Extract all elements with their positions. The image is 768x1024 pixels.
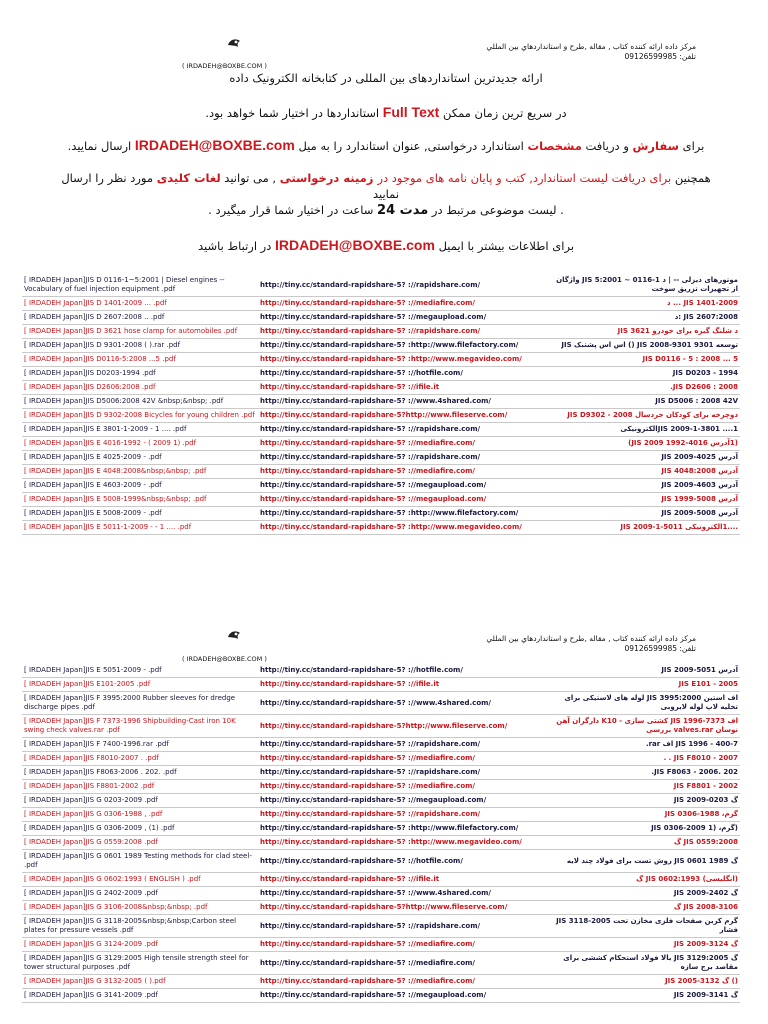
persian-title: دوچرخه برای کودکان خردسال JIS D9302 - 2008: [550, 409, 740, 423]
header-email: ( IRDADEH@BOXBE.COM ): [182, 62, 267, 70]
standard-filename: [ IRDADEH Japan]JIS G 3118-2005&nbsp;&nbsp;Carbon steel plates for pressure vessels .pdf: [22, 915, 258, 938]
standard-filename: [ IRDADEH Japan]JIS D 9302-2008 Bicycles for young children .pdf: [22, 409, 258, 423]
persian-title: آدرس JIS 4048:2008: [550, 465, 740, 479]
standard-filename: [ IRDADEH Japan]JIS F 7373-1996 Shipbuilding-Cast iron 10K swing check valves.rar .pdf: [22, 715, 258, 738]
logo-icon: [226, 36, 242, 50]
page-2: [0, 610, 768, 1024]
table-row: [22, 915, 740, 938]
download-link[interactable]: http://tiny.cc/standard-rapidshare-5? ://hotfile.com/: [258, 664, 550, 678]
download-link[interactable]: http://tiny.cc/standard-rapidshare-5? ://megaupload.com/: [258, 493, 550, 507]
table-row: [22, 808, 740, 822]
download-link[interactable]: http://tiny.cc/standard-rapidshare-5? ://mediafire.com/: [258, 952, 550, 975]
download-link[interactable]: http://tiny.cc/standard-rapidshare-5? ://hotfile.com/: [258, 850, 550, 873]
table-row: [22, 493, 740, 507]
table-row: [22, 975, 740, 989]
download-link[interactable]: http://tiny.cc/standard-rapidshare-5? ://mediafire.com/: [258, 465, 550, 479]
standard-filename: [ IRDADEH Japan]JIS G 3106-2008&nbsp;&nbsp; .pdf: [22, 901, 258, 915]
standards-table-1: [22, 274, 740, 535]
download-link[interactable]: http://tiny.cc/standard-rapidshare-5? ://rapidshare.com/: [258, 451, 550, 465]
persian-title: گرم، JIS 0306-1988: [550, 808, 740, 822]
download-link[interactable]: http://tiny.cc/standard-rapidshare-5? :http://www.megavideo.com/: [258, 521, 550, 535]
header-org: [486, 42, 696, 62]
table-row: [22, 465, 740, 479]
table-row: [22, 850, 740, 873]
persian-title: JIS F8010 - 2007 . .: [550, 752, 740, 766]
persian-title: گ JIS 0601 1989 روش تست برای فولاد چند لایه: [550, 850, 740, 873]
persian-title: JIS F8063 - 2006. 202.: [550, 766, 740, 780]
intro-line-6: برای اطلاعات بیشتر با ایمیل IRDADEH@BOXBE.com در ارتباط باشید: [197, 237, 575, 253]
download-link[interactable]: http://tiny.cc/standard-rapidshare-5? ://rapidshare.com/: [258, 915, 550, 938]
table-row: [22, 836, 740, 850]
download-link[interactable]: http://tiny.cc/standard-rapidshare-5? ://rapidshare.com/: [258, 274, 550, 297]
download-link[interactable]: http://tiny.cc/standard-rapidshare-5? :http://www.megavideo.com/: [258, 353, 550, 367]
persian-title: JIS 2009-1-3801 ....1الکترونیکی: [550, 423, 740, 437]
download-link[interactable]: http://tiny.cc/standard-rapidshare-5? ://mediafire.com/: [258, 975, 550, 989]
intro-line-3: برای سفارش و دریافت مشخصات استاندارد درخواستی, عنوان استاندارد را به میل IRDADEH@BOXBE.com ارسال نمایید.: [67, 137, 705, 153]
standard-filename: [ IRDADEH Japan]JIS F8010-2007 . .pdf: [22, 752, 258, 766]
order-email-link[interactable]: IRDADEH@BOXBE.com: [134, 137, 295, 153]
persian-title: JIS E101 - 2005: [550, 678, 740, 692]
standard-filename: [ IRDADEH Japan]JIS F8801-2002 .pdf: [22, 780, 258, 794]
table-row: [22, 766, 740, 780]
table-row: [22, 437, 740, 451]
standard-filename: [ IRDADEH Japan]JIS E 4603-2009 - .pdf: [22, 479, 258, 493]
persian-title: اف 7373-1996 JIS کشتی سازی - K10 دارگران آهن نوسان valves.rar بررسی: [550, 715, 740, 738]
persian-title: (1آدرس 4016-1992 JIS 2009): [550, 437, 740, 451]
download-link[interactable]: http://tiny.cc/standard-rapidshare-5?http://www.fileserve.com/: [258, 409, 550, 423]
standard-filename: [ IRDADEH Japan]JIS E 4016-1992 - ( 2009 1) .pdf: [22, 437, 258, 451]
persian-title: ....1الکترونیکی JIS 2009-1-5011: [550, 521, 740, 535]
persian-title: اف استین 3995:2000 JIS لوله های لاستیکی برای تخلیه لاپ لوله لایروبی: [550, 692, 740, 715]
table-row: [22, 521, 740, 535]
persian-title: JIS 1401-2009 ... د: [550, 297, 740, 311]
standard-filename: [ IRDADEH Japan]JIS E 5008-2009 - .pdf: [22, 507, 258, 521]
standard-filename: [ IRDADEH Japan]JIS G 0306-1988 , .pdf: [22, 808, 258, 822]
standard-filename: [ IRDADEH Japan]JIS E 5011-1-2009 - - 1 .... .pdf: [22, 521, 258, 535]
standard-filename: [ IRDADEH Japan]JIS D5006:2008 42V &nbsp;&nbsp; .pdf: [22, 395, 258, 409]
persian-title: آدرس JIS 2009-4025: [550, 451, 740, 465]
standard-filename: [ IRDADEH Japan]JIS G 0601 1989 Testing methods for clad steel- .pdf: [22, 850, 258, 873]
table-row: [22, 339, 740, 353]
table-row: [22, 738, 740, 752]
persian-title: آدرس JIS 2009-5008: [550, 507, 740, 521]
download-link[interactable]: http://tiny.cc/standard-rapidshare-5? ://hotfile.com/: [258, 367, 550, 381]
table-row: [22, 692, 740, 715]
table-row: [22, 274, 740, 297]
info-email-link[interactable]: IRDADEH@BOXBE.com: [275, 237, 435, 253]
standard-filename: [ IRDADEH Japan]JIS D2606:2008 .pdf: [22, 381, 258, 395]
standard-filename: [ IRDADEH Japan]JIS D 1401-2009 ... .pdf: [22, 297, 258, 311]
org-line: مرکز داده ارائه کننده کتاب , مقاله ,طرح و استانداردهاي بين المللي: [486, 42, 696, 51]
table-row: [22, 479, 740, 493]
persian-title: JIS 2008-3106 گ: [550, 901, 740, 915]
standard-filename: [ IRDADEH Japan]JIS E101-2005 .pdf: [22, 678, 258, 692]
standard-filename: [ IRDADEH Japan]JIS G 3129:2005 High tensile strength steel for tower structural purposes .pdf: [22, 952, 258, 975]
persian-title: JIS 2607:2008 :د: [550, 311, 740, 325]
table-row: [22, 901, 740, 915]
standard-filename: [ IRDADEH Japan]JIS G 3141-2009 .pdf: [22, 989, 258, 1003]
table-row: [22, 822, 740, 836]
download-link[interactable]: http://tiny.cc/standard-rapidshare-5? ://mediafire.com/: [258, 437, 550, 451]
standard-filename: [ IRDADEH Japan]JIS D0203-1994 .pdf: [22, 367, 258, 381]
download-link[interactable]: http://tiny.cc/standard-rapidshare-5? ://rapidshare.com/: [258, 738, 550, 752]
download-link[interactable]: http://tiny.cc/standard-rapidshare-5? :http://www.filefactory.com/: [258, 339, 550, 353]
download-link[interactable]: http://tiny.cc/standard-rapidshare-5? ://www.4shared.com/: [258, 692, 550, 715]
table-row: [22, 794, 740, 808]
persian-title: د شلنگ گیره برای خودرو JIS 3621: [550, 325, 740, 339]
standard-filename: [ IRDADEH Japan]JIS F 3995:2000 Rubber sleeves for dredge discharge pipes .pdf: [22, 692, 258, 715]
org-line: مرکز داده ارائه کننده کتاب , مقاله ,طرح و استانداردهاي بين المللي: [486, 634, 696, 643]
download-link[interactable]: http://tiny.cc/standard-rapidshare-5? ://mediafire.com/: [258, 780, 550, 794]
persian-title: گ JIS 2009-0203: [550, 794, 740, 808]
table-row: [22, 938, 740, 952]
standard-filename: [ IRDADEH Japan]JIS G 2402-2009 .pdf: [22, 887, 258, 901]
standard-filename: [ IRDADEH Japan]JIS E 5051-2009 - .pdf: [22, 664, 258, 678]
download-link[interactable]: http://tiny.cc/standard-rapidshare-5? :http://www.filefactory.com/: [258, 507, 550, 521]
table-row: [22, 423, 740, 437]
download-link[interactable]: http://tiny.cc/standard-rapidshare-5? ://mediafire.com/: [258, 938, 550, 952]
table-row: [22, 715, 740, 738]
table-row: [22, 989, 740, 1003]
table-row: [22, 507, 740, 521]
download-link[interactable]: http://tiny.cc/standard-rapidshare-5? ://megaupload.com/: [258, 311, 550, 325]
table-row: [22, 451, 740, 465]
header-email: ( IRDADEH@BOXBE.COM ): [182, 655, 267, 663]
table-row: [22, 887, 740, 901]
table-row: [22, 311, 740, 325]
download-link[interactable]: http://tiny.cc/standard-rapidshare-5? ://www.4shared.com/: [258, 395, 550, 409]
persian-title: JIS D0203 - 1994: [550, 367, 740, 381]
standard-filename: [ IRDADEH Japan]JIS G 0559:2008 .pdf: [22, 836, 258, 850]
download-link[interactable]: http://tiny.cc/standard-rapidshare-5? :http://www.filefactory.com/: [258, 822, 550, 836]
intro-line-4: همچنین برای دریافت لیست استاندارد, کتب و پایان نامه های موجود در زمینه درخواستی , می توانید لغات کلیدی مورد نظر را ارسال نمایید: [61, 171, 711, 201]
persian-title: گ JIS 2009-3124: [550, 938, 740, 952]
download-link[interactable]: http://tiny.cc/standard-rapidshare-5? ://mediafire.com/: [258, 752, 550, 766]
persian-title: JIS D5006 : 2008 42V: [550, 395, 740, 409]
standard-filename: [ IRDADEH Japan]JIS F8063-2006 . 202. .pdf: [22, 766, 258, 780]
phone-line: تلفن: 09126599985: [624, 52, 696, 61]
download-link[interactable]: http://tiny.cc/standard-rapidshare-5? :http://www.megavideo.com/: [258, 836, 550, 850]
persian-title: آدرس JIS 1999-5008: [550, 493, 740, 507]
standard-filename: [ IRDADEH Japan]JIS D 2607:2008 .. .pdf: [22, 311, 258, 325]
table-row: [22, 367, 740, 381]
persian-title: آدرس JIS 2009-4603: [550, 479, 740, 493]
table-row: [22, 952, 740, 975]
table-row: [22, 409, 740, 423]
persian-title: توسعه 9301 JIS 2008-9301 () اس اس پشتبک JIS: [550, 339, 740, 353]
standard-filename: [ IRDADEH Japan]JIS D 3621 hose clamp for automobiles .pdf: [22, 325, 258, 339]
standard-filename: [ IRDADEH Japan]JIS E 3801-1-2009 - 1 .... .pdf: [22, 423, 258, 437]
persian-title: JIS D0116 - 5 : 2008 ... 5: [550, 353, 740, 367]
standard-filename: [ IRDADEH Japan]JIS D 9301-2008 ( ).rar .pdf: [22, 339, 258, 353]
download-link[interactable]: http://tiny.cc/standard-rapidshare-5? ://rapidshare.com/: [258, 423, 550, 437]
persian-title: () گ JIS 2005-3132: [550, 975, 740, 989]
table-row: [22, 353, 740, 367]
standard-filename: [ IRDADEH Japan]JIS F 7400-1996.rar .pdf: [22, 738, 258, 752]
header-org: [486, 634, 696, 654]
standard-filename: [ IRDADEH Japan]JIS G 0602:1993 ( ENGLISH ) .pdf: [22, 873, 258, 887]
download-link[interactable]: http://tiny.cc/standard-rapidshare-5? ://mediafire.com/: [258, 297, 550, 311]
persian-title: JIS 0559:2008 گ: [550, 836, 740, 850]
persian-title: (گرم، (1 JIS 0306-2009: [550, 822, 740, 836]
persian-title: گ JIS 2009-2402: [550, 887, 740, 901]
download-link[interactable]: http://tiny.cc/standard-rapidshare-5? ://rapidshare.com/: [258, 325, 550, 339]
persian-title: آدرس JIS 2009-5051: [550, 664, 740, 678]
table-row: [22, 678, 740, 692]
table-row: [22, 664, 740, 678]
persian-title: گ JIS 3129:2005 بالا فولاد استحکام کششی برای مقاصد برج سازه: [550, 952, 740, 975]
standard-filename: [ IRDADEH Japan]JIS G 0203-2009 .pdf: [22, 794, 258, 808]
standard-filename: [ IRDADEH Japan]JIS E 4025-2009 - .pdf: [22, 451, 258, 465]
standard-filename: [ IRDADEH Japan]JIS G 3124-2009 .pdf: [22, 938, 258, 952]
download-link[interactable]: http://tiny.cc/standard-rapidshare-5? ://megaupload.com/: [258, 794, 550, 808]
download-link[interactable]: http://tiny.cc/standard-rapidshare-5? ://megaupload.com/: [258, 479, 550, 493]
download-link[interactable]: http://tiny.cc/standard-rapidshare-5? ://ifile.it: [258, 381, 550, 395]
table-row: [22, 395, 740, 409]
persian-title: گرم کربن صفحات فلزی مخازن تحت JIS 3118-2005 فشار: [550, 915, 740, 938]
table-row: [22, 873, 740, 887]
download-link[interactable]: http://tiny.cc/standard-rapidshare-5? ://www.4shared.com/: [258, 887, 550, 901]
table-row: [22, 752, 740, 766]
table-row: [22, 381, 740, 395]
download-link[interactable]: http://tiny.cc/standard-rapidshare-5?http://www.fileserve.com/: [258, 715, 550, 738]
download-link[interactable]: http://tiny.cc/standard-rapidshare-5?http://www.fileserve.com/: [258, 901, 550, 915]
persian-title: (انگلیسی) JIS 0602:1993 گ: [550, 873, 740, 887]
download-link[interactable]: http://tiny.cc/standard-rapidshare-5? ://rapidshare.com/: [258, 766, 550, 780]
download-link[interactable]: http://tiny.cc/standard-rapidshare-5? ://rapidshare.com/: [258, 808, 550, 822]
intro-line-1: ارائه جدیدترین استانداردهای بین المللی در کتابخانه الکترونیک داده: [229, 71, 543, 85]
download-link[interactable]: http://tiny.cc/standard-rapidshare-5? ://megaupload.com/: [258, 989, 550, 1003]
phone-line: تلفن: 09126599985: [624, 644, 696, 653]
standard-filename: [ IRDADEH Japan]JIS E 5008-1999&nbsp;&nbsp; .pdf: [22, 493, 258, 507]
persian-title: JIS F8801 - 2002: [550, 780, 740, 794]
standard-filename: [ IRDADEH Japan]JIS E 4048:2008&nbsp;&nbsp; .pdf: [22, 465, 258, 479]
table-row: [22, 325, 740, 339]
intro-line-5: . لیست موضوعی مرتبط در مدت 24 ساعت در اختیار شما قرار میگیرد .: [208, 203, 564, 218]
standard-filename: [ IRDADEH Japan]JIS G 0306-2009 , (1) .pdf: [22, 822, 258, 836]
standard-filename: [ IRDADEH Japan]JIS D 0116-1~5:2001 | Diesel engines -- Vocabulary of fuel injection equipment .pdf: [22, 274, 258, 297]
table-row: [22, 780, 740, 794]
download-link[interactable]: http://tiny.cc/standard-rapidshare-5? ://ifile.it: [258, 873, 550, 887]
persian-title: JIS 1996 - 400-7 اف rar.: [550, 738, 740, 752]
download-link[interactable]: http://tiny.cc/standard-rapidshare-5? ://ifile.it: [258, 678, 550, 692]
standard-filename: [ IRDADEH Japan]JIS G 3132-2005 ( ).pdf: [22, 975, 258, 989]
standard-filename: [ IRDADEH Japan]JIS D0116-5:2008 ...5 .pdf: [22, 353, 258, 367]
persian-title: JIS D2606 : 2008.: [550, 381, 740, 395]
intro-line-2: در سریع ترین زمان ممکن Full Text استانداردها در اختیار شما خواهد بود.: [205, 104, 567, 120]
intro-block: [60, 70, 712, 254]
logo-icon: [226, 628, 242, 642]
table-row: [22, 297, 740, 311]
persian-title: گ JIS 2009-3141: [550, 989, 740, 1003]
persian-title: موتورهای دیزلی -- | د 1-0116 ~ JIS 5:2001 واژگان از تجهیزات تزریق سوخت: [550, 274, 740, 297]
standards-table-2: [22, 664, 740, 1003]
